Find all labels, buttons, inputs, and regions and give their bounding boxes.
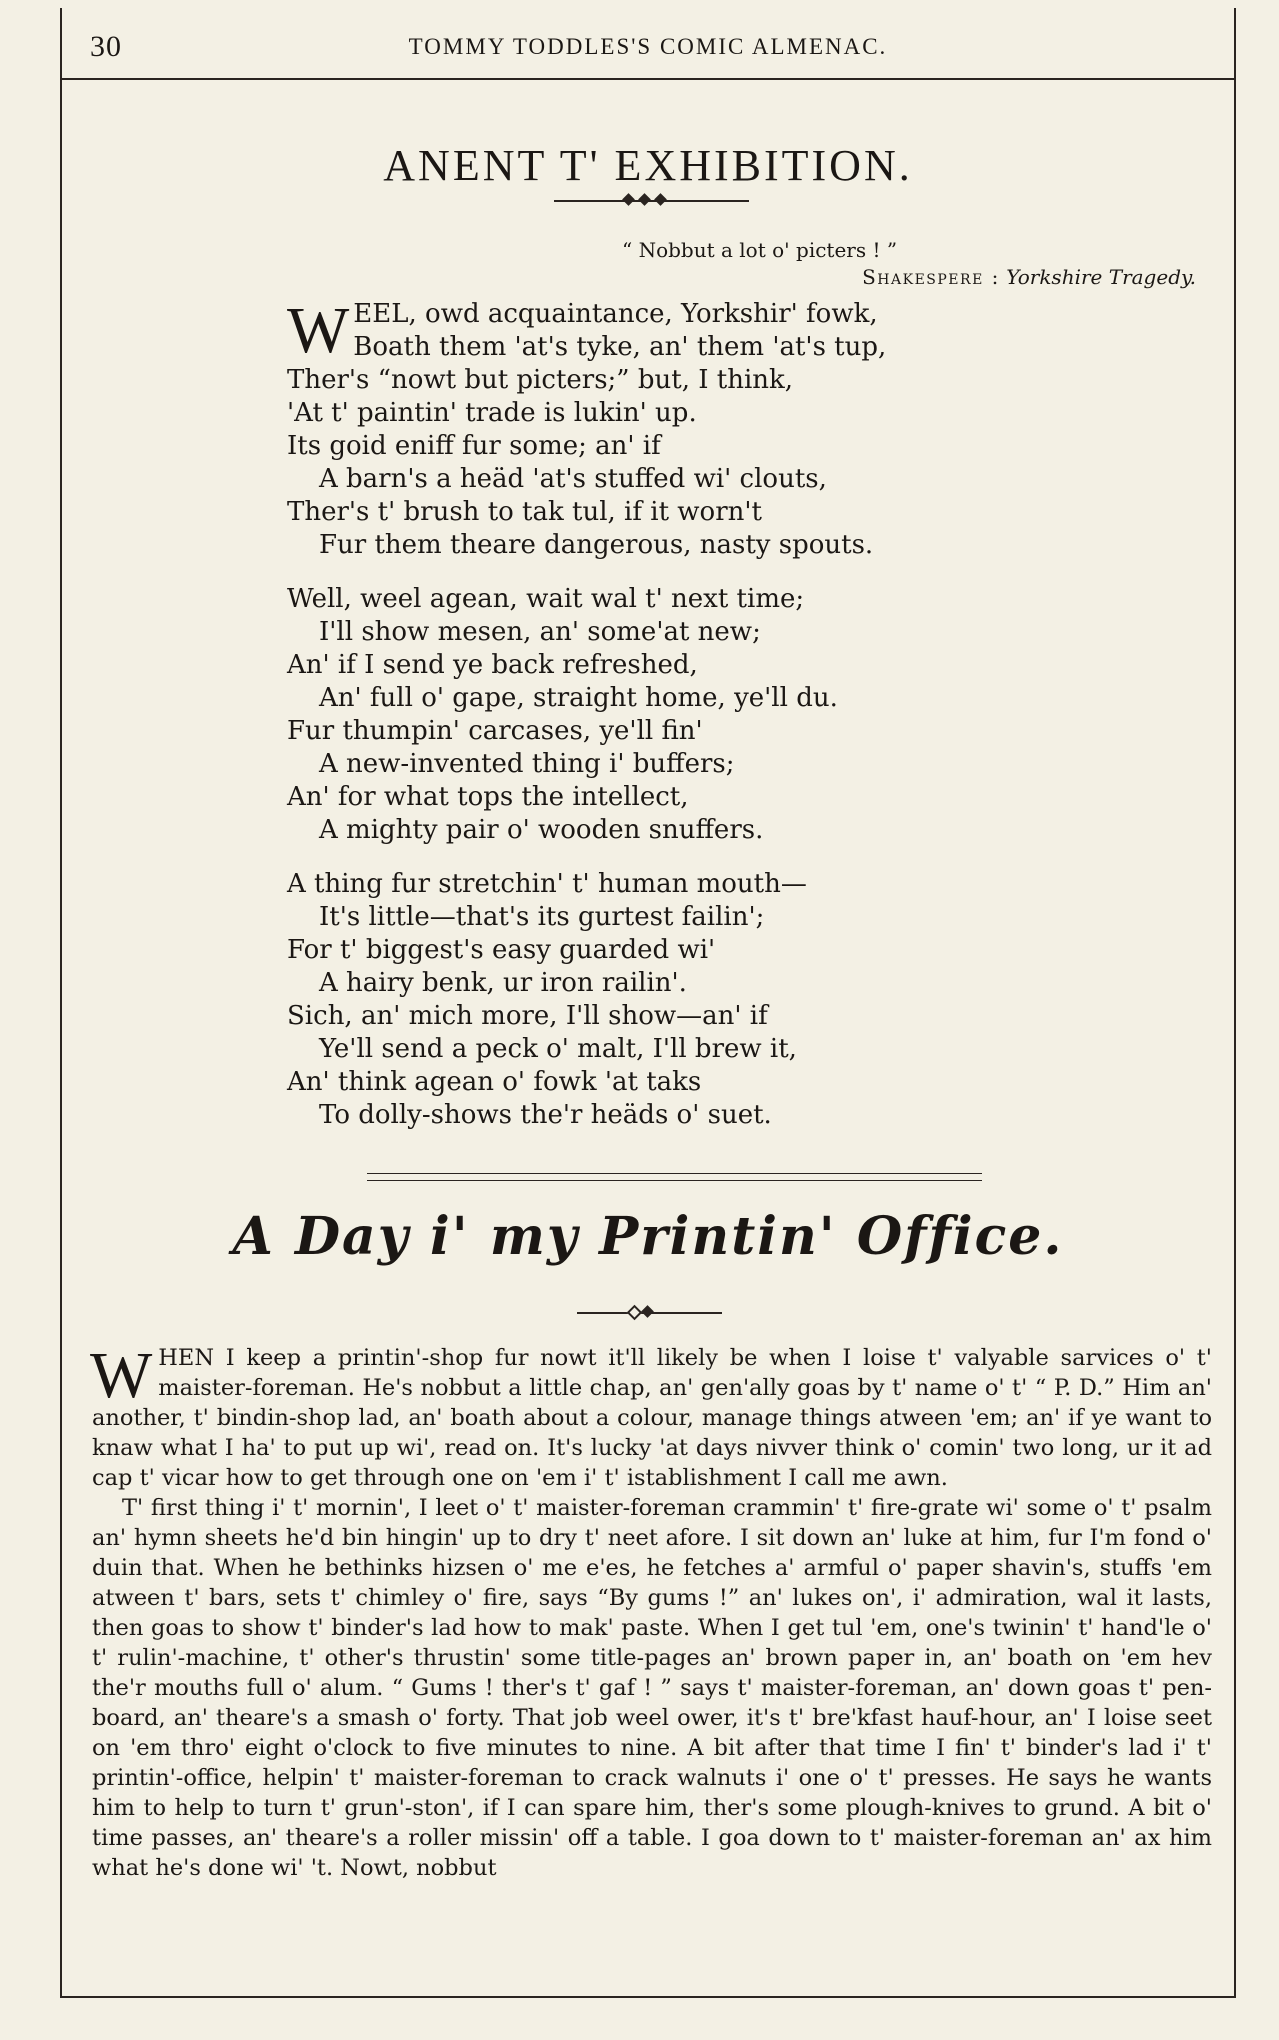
book-page bbox=[60, 8, 1236, 1998]
poem-line: An' for what tops the intellect, bbox=[287, 782, 689, 812]
poem-line: Its goid eniff fur some; an' if bbox=[287, 431, 661, 461]
header-rule bbox=[62, 78, 1234, 80]
article-body bbox=[90, 1339, 1212, 1883]
poem-line: An' full o' gape, straight home, ye'll du. bbox=[319, 683, 838, 713]
poem-line: Boath them 'at's tyke, an' them 'at's tup, bbox=[353, 332, 887, 362]
poem-line: For t' biggest's easy guarded wi' bbox=[287, 935, 716, 965]
poem-line: Fur them theare dangerous, nasty spouts. bbox=[319, 530, 874, 560]
poem-line: 'At t' paintin' trade is lukin' up. bbox=[287, 398, 697, 428]
running-head bbox=[62, 30, 1234, 70]
poem-line: A hairy benk, ur iron railin'. bbox=[319, 968, 687, 998]
poem-line: Sich, an' mich more, I'll show—an' if bbox=[287, 1001, 768, 1031]
poem-line: A mighty pair o' wooden snuffers. bbox=[319, 815, 764, 845]
poem-line: A new-invented thing i' buffers; bbox=[319, 749, 735, 779]
section-divider bbox=[367, 1173, 982, 1181]
article-dropcap: W bbox=[90, 1339, 153, 1412]
stanza-3 bbox=[287, 868, 807, 1132]
epigraph-author: Shakespere : bbox=[862, 265, 1000, 289]
running-title: TOMMY TODDLES'S COMIC ALMENAC. bbox=[408, 34, 888, 59]
title-ornament bbox=[554, 200, 749, 202]
poem-line: I'll show mesen, an' some'at new; bbox=[319, 617, 761, 647]
poem-line: A barn's a heäd 'at's stuffed wi' clouts, bbox=[319, 464, 827, 494]
article-paragraph-1: WHEN I keep a printin'-shop fur nowt it'll likely be when I loise t' valyable sarvices o' t' maister-foreman. He's nobbut a little chap, an' gen'ally goas by t' name o' t' “ P. D.” Him an' another, t' bindin-shop lad, an' boath about a colour, manage things atween 'em; an' if ye want to knaw what I ha' to put up wi', read on. It's lucky 'at days nivver think o' comin' two long, ur it ad cap t' vicar how to get through one on 'em i' t' istablishment I call me awn. bbox=[90, 1339, 1212, 1491]
epigraph-source bbox=[862, 265, 1196, 289]
article-title: A Day i' my Printin' Office. bbox=[232, 1206, 1064, 1267]
poem-line: An' if I send ye back refreshed, bbox=[287, 650, 698, 680]
poem-line: It's little—that's its gurtest failin'; bbox=[319, 902, 765, 932]
poem-line: Well, weel agean, wait wal t' next time; bbox=[287, 584, 805, 614]
article-paragraph-2: T' first thing i' t' mornin', I leet o' t' maister-foreman crammin' t' fire-grate wi' some o' t' psalm an' hymn sheets he'd bin hingin' up to dry t' neet afore. I sit down an' luke at him, fur I'm fond o' duin that. When he bethinks hizsen o' me e'es, he fetches a' armful o' paper shavin's, stuffs 'em atween t' bars, sets t' chimley o' fire, says “By gums !” an' lukes on', i' admiration, wal it lasts, then goas to show t' binder's lad how to mak' paste. When I get tul 'em, one's twinin' t' hand'le o' t' rulin'-machine, t' other's thrustin' some title-pages an' brown paper in, an' boath on 'em hev the'r mouths full o' alum. “ Gums ! ther's t' gaf ! ” says t' maister-foreman, an' down goas t' pen-board, an' theare's a smash o' forty. That job weel ower, it's t' bre'kfast hauf-hour, an' I loise seet on 'em thro' eight o'clock to five minutes to nine. A bit after that time I fin' t' binder's lad i' t' printin'-office, helpin' t' maister-foreman to crack walnuts i' one o' t' presses. He says he wants him to help to turn t' grun'-ston', if I can spare him, ther's some plough-knives to grund. A bit o' time passes, an' theare's a roller missin' off a table. I goa down to t' maister-foreman an' ax him what he's done wi' 't. Nowt, nobbut bbox=[92, 1495, 1212, 1881]
poem-line: Ye'll send a peck o' malt, I'll brew it, bbox=[319, 1034, 797, 1064]
poem-line: Ther's t' brush to tak tul, if it worn't bbox=[287, 497, 762, 527]
poem-line: To dolly-shows the'r heäds o' suet. bbox=[319, 1100, 772, 1130]
poem-dropcap: W bbox=[287, 294, 350, 367]
poem-title: ANENT T' EXHIBITION. bbox=[383, 141, 913, 190]
poem-line: An' think agean o' fowk 'at taks bbox=[287, 1067, 702, 1097]
poem-line: Fur thumpin' carcases, ye'll fin' bbox=[287, 716, 703, 746]
poem-line: Ther's “nowt but picters;” but, I think, bbox=[287, 365, 794, 395]
epigraph-work: Yorkshire Tragedy. bbox=[1006, 265, 1196, 289]
poem-line: WEEL, owd acquaintance, Yorkshir' fowk, bbox=[287, 294, 878, 367]
stanza-1 bbox=[287, 294, 887, 562]
page-number: 30 bbox=[90, 30, 122, 63]
poem-line: A thing fur stretchin' t' human mouth— bbox=[287, 869, 807, 899]
epigraph-quote: “ Nobbut a lot o' picters ! ” bbox=[622, 238, 898, 262]
stanza-2 bbox=[287, 583, 838, 847]
article-ornament bbox=[577, 1312, 722, 1314]
